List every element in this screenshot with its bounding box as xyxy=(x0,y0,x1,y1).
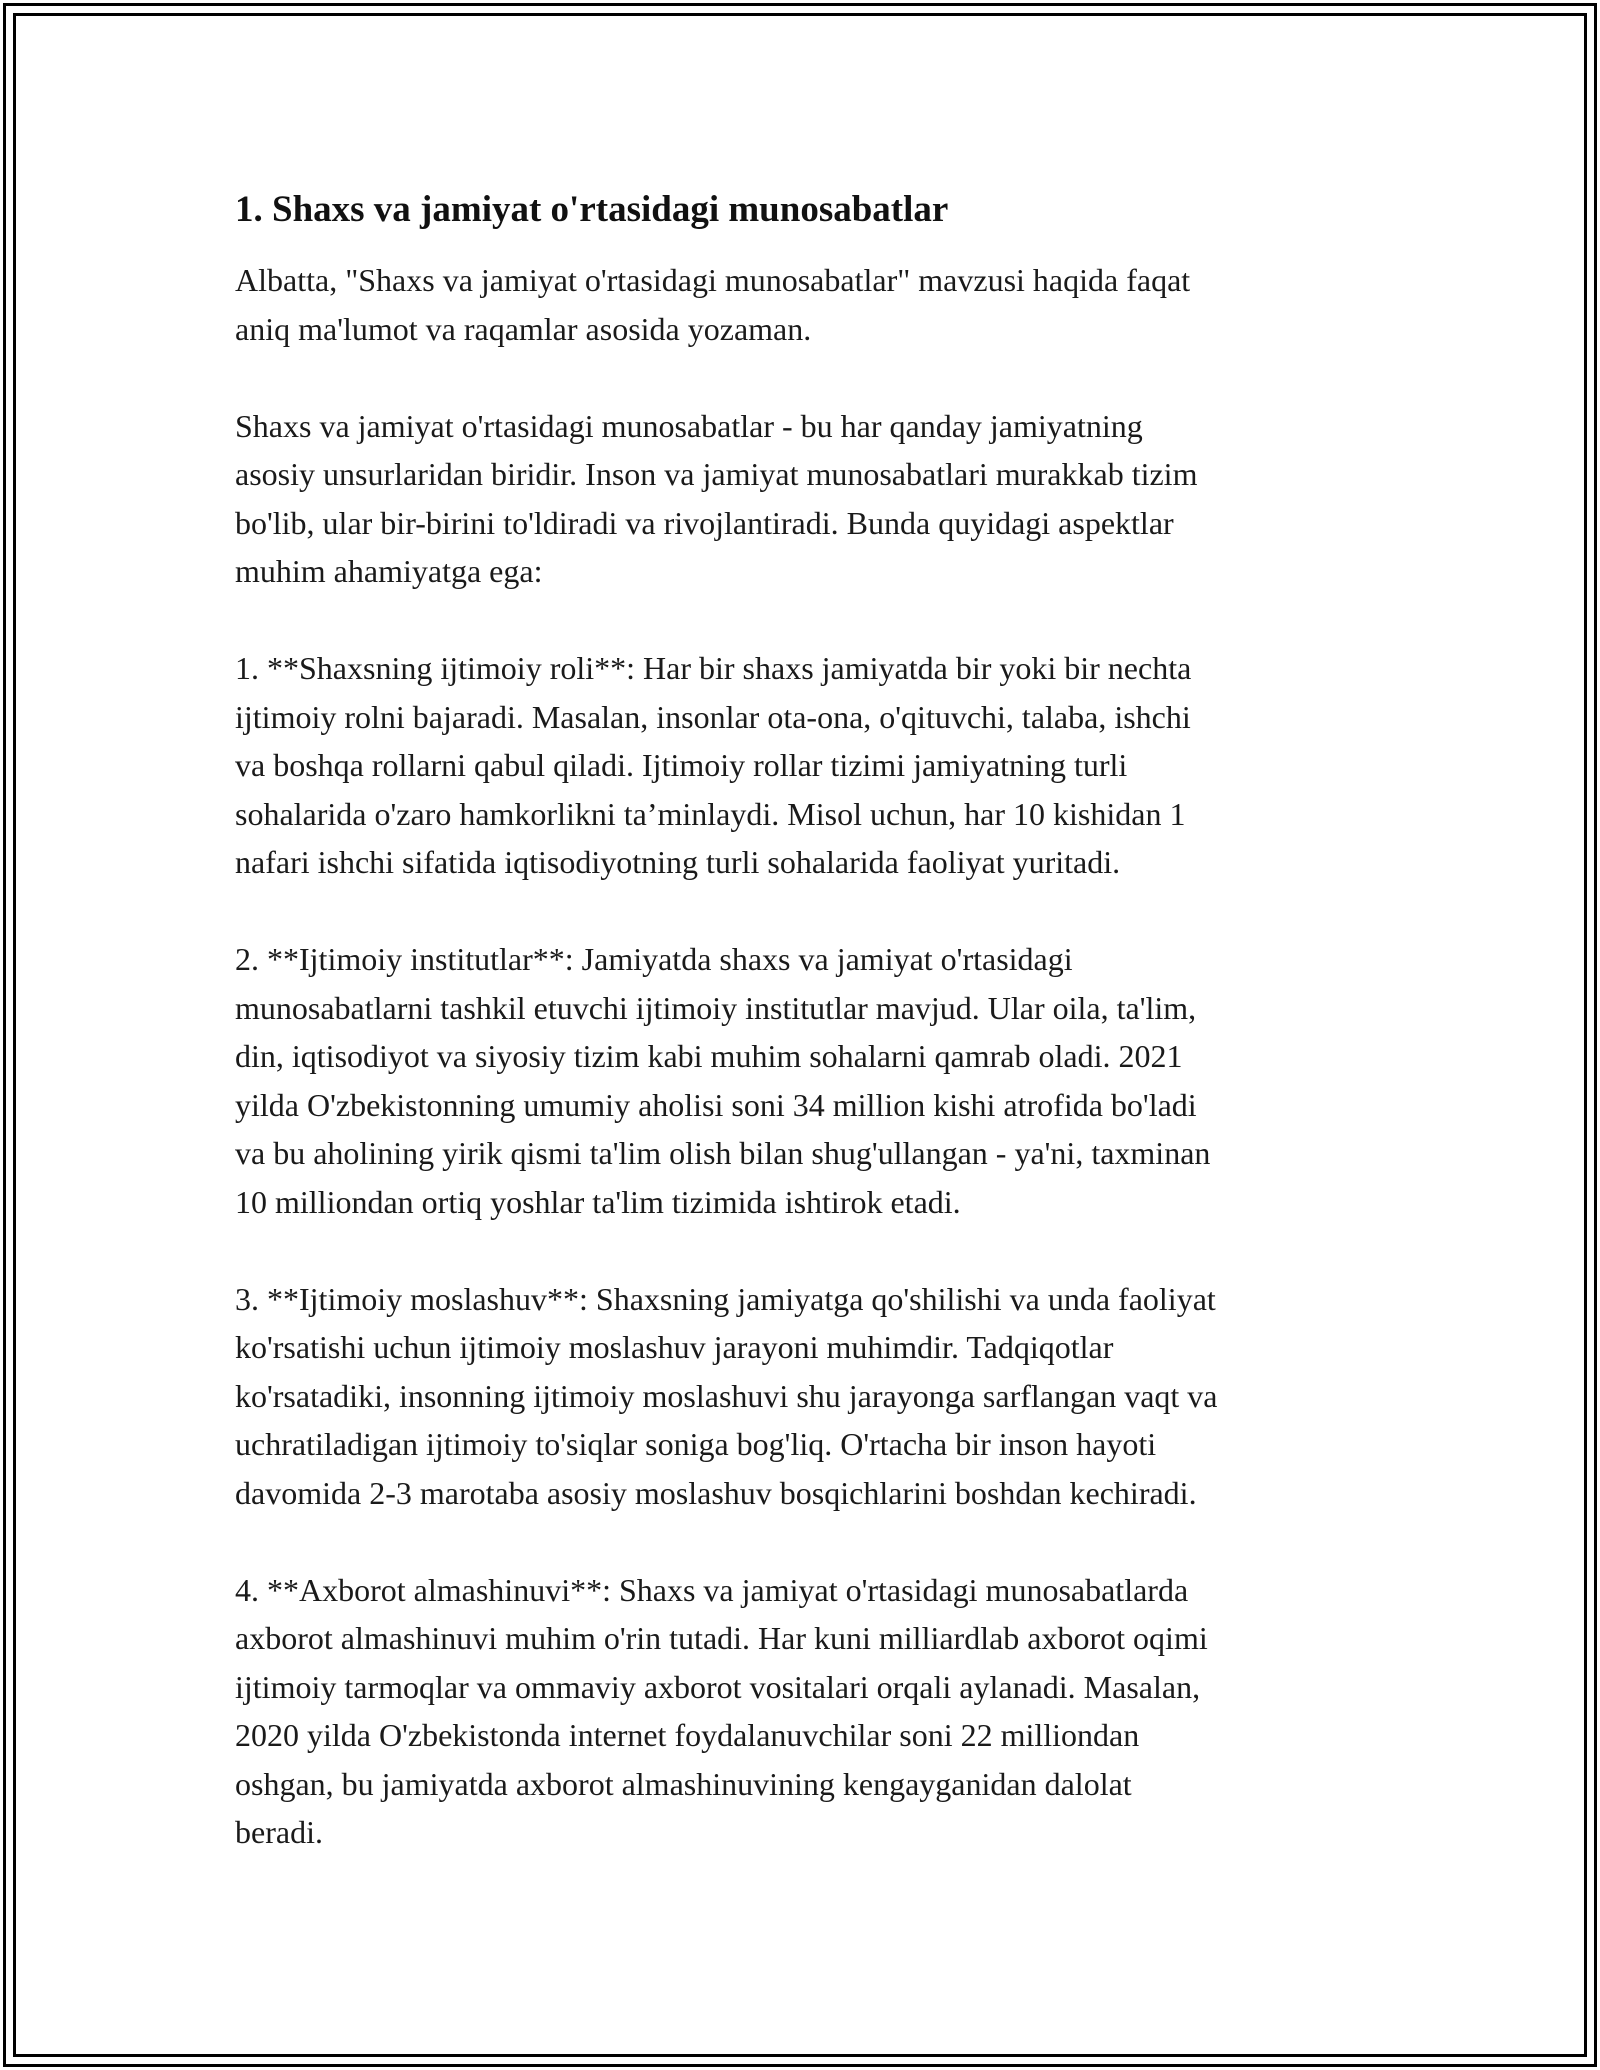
paragraph-information-exchange: 4. **Axborot almashinuvi**: Shaxs va jamiyat o'rtasidagi munosabatlarda axborot almashinuvi muhim o'rin tutadi. Har kuni milliardlab axborot oqimi ijtimoiy tarmoqlar va ommaviy axborot vositalari orqali aylanadi. Masalan, 2020 yilda O'zbekistonda internet foydalanuvchilar soni 22 milliondan oshgan, bu jamiyatda axborot almashinuvining kengayganidan dalolat beradi. xyxy=(235,1571,1208,1850)
paragraph-social-role: 1. **Shaxsning ijtimoiy roli**: Har bir shaxs jamiyatda bir yoki bir nechta ijtimoiy rolni bajaradi. Masalan, insonlar ota-ona, o'qituvchi, talaba, ishchi va boshqa rollarni qabul qiladi. Ijtimoiy rollar tizimi jamiyatning turli sohalarida o'zaro hamkorlikni ta’minlaydi. Misol uchun, har 10 kishidan 1 nafari ishchi sifatida iqtisodiyotning turli sohalarida faoliyat yuritadi. xyxy=(235,650,1192,880)
paragraph-intro: Albatta, "Shaxs va jamiyat o'rtasidagi munosabatlar" mavzusi haqida faqat aniq ma'lumot va raqamlar asosida yozaman. xyxy=(235,262,1191,347)
paragraph-social-institutions: 2. **Ijtimoiy institutlar**: Jamiyatda shaxs va jamiyat o'rtasidagi munosabatlarni tashkil etuvchi ijtimoiy institutlar mavjud. Ular oila, ta'lim, din, iqtisodiyot va siyosiy tizim kabi muhim sohalarni qamrab oladi. 2021 yilda O'zbekistonning umumiy aholisi soni 34 million kishi atrofida bo'ladi va bu aholining yirik qismi ta'lim olish bilan shug'ullangan - ya'ni, taxminan 10 milliondan ortiq yoshlar ta'lim tizimida ishtirok etadi. xyxy=(235,941,1211,1220)
paragraph-social-adaptation: 3. **Ijtimoiy moslashuv**: Shaxsning jamiyatga qo'shilishi va unda faoliyat ko'rsatishi uchun ijtimoiy moslashuv jarayoni muhimdir. Tadqiqotlar ko'rsatadiki, insonning ijtimoiy moslashuvi shu jarayonga sarflangan vaqt va uchratiladigan ijtimoiy to'siqlar soniga bog'liq. O'rtacha bir inson hayoti davomida 2-3 marotaba asosiy moslashuv bosqichlarini boshdan kechiradi. xyxy=(235,1280,1218,1511)
document-title: 1. Shaxs va jamiyat o'rtasidagi munosabatlar xyxy=(235,189,949,230)
paragraph-overview: Shaxs va jamiyat o'rtasidagi munosabatlar - bu har qanday jamiyatning asosiy unsurlaridan biridir. Inson va jamiyat munosabatlari murakkab tizim bo'lib, ular bir-birini to'ldiradi va rivojlantiradi. Bunda quyidagi aspektlar muhim ahamiyatga ega: xyxy=(235,407,1198,589)
document-body xyxy=(235,186,1370,1857)
